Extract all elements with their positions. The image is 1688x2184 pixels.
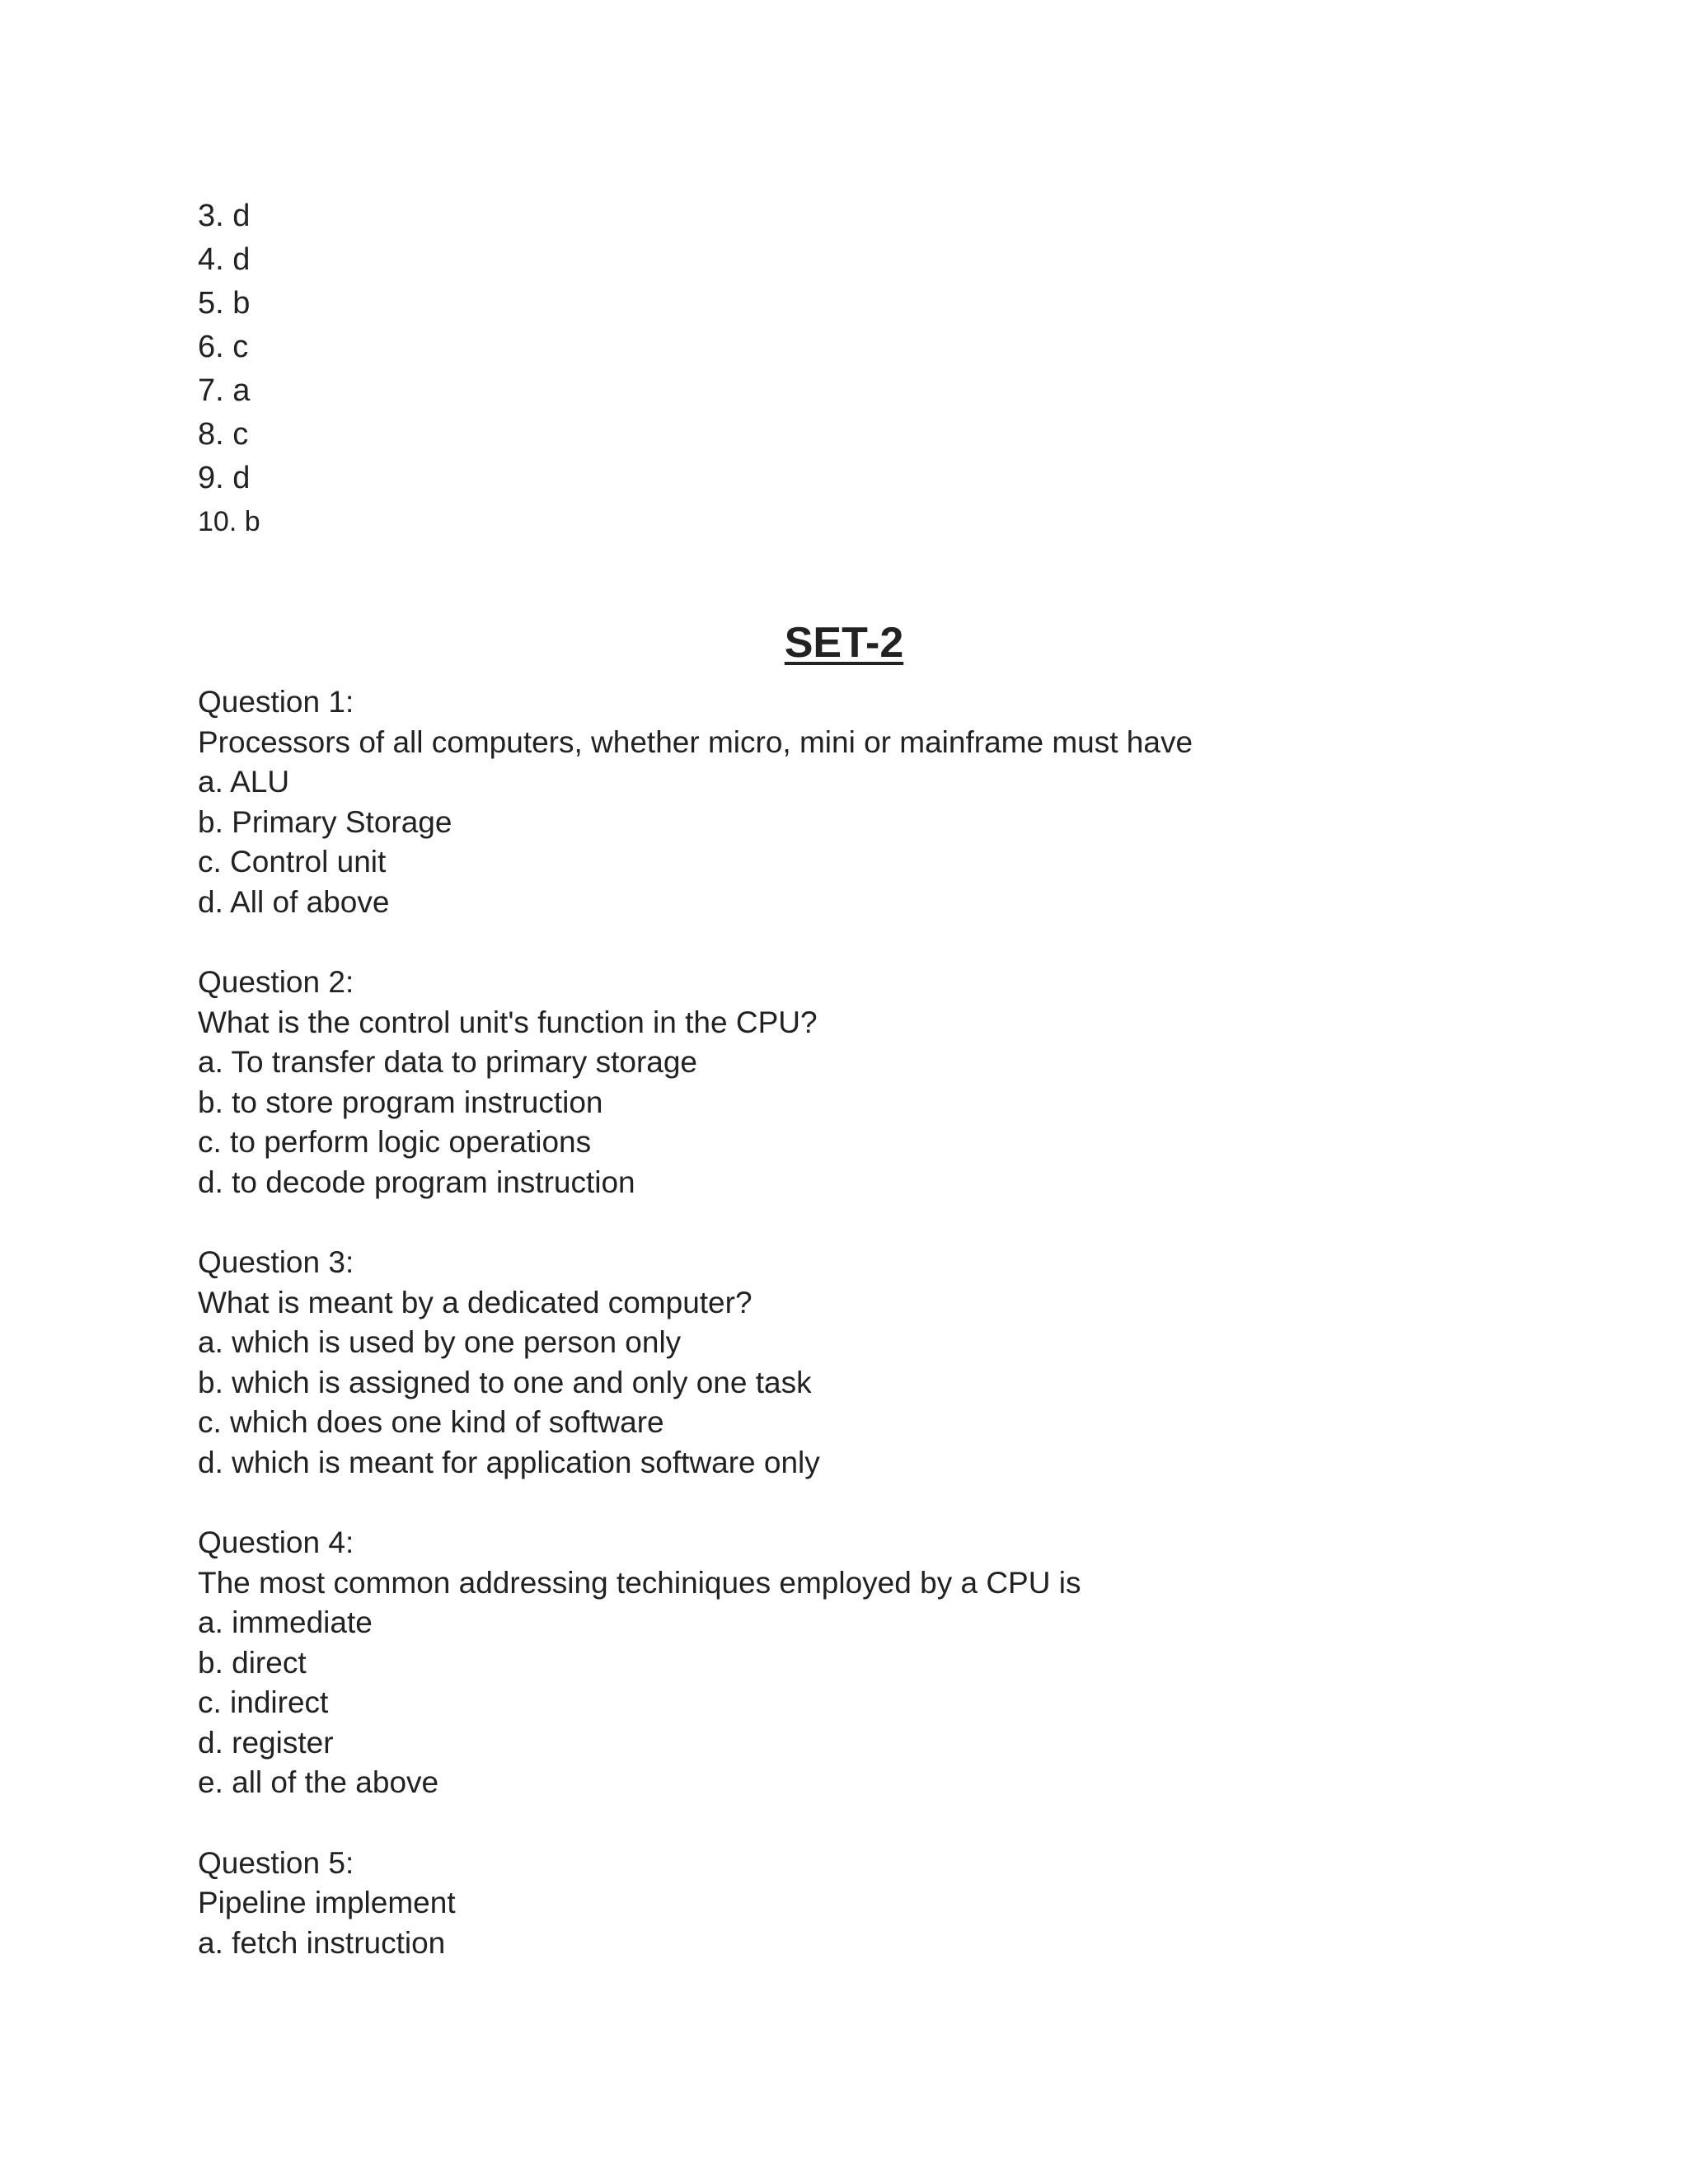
answer-key-item: 3. d (198, 199, 251, 233)
question-heading: Question 3: (198, 1245, 354, 1279)
question-option: b. which is assigned to one and only one task (198, 1365, 812, 1399)
answer-key-list (198, 194, 260, 544)
question-option: a. To transfer data to primary storage (198, 1045, 698, 1079)
question-heading: Question 4: (198, 1526, 354, 1559)
question-option: c. to perform logic operations (198, 1125, 592, 1159)
question-list (198, 682, 1599, 2004)
question-option: a. ALU (198, 765, 290, 799)
question-text: What is meant by a dedicated computer? (198, 1285, 753, 1319)
question-option: a. fetch instruction (198, 1925, 446, 1960)
question-option: d. All of above (198, 884, 390, 919)
question-block-1 (198, 682, 1599, 922)
question-option: d. register (198, 1725, 334, 1760)
answer-key-item: 9. d (198, 461, 251, 495)
answer-key-item: 7. a (198, 373, 251, 408)
question-option: d. which is meant for application software only (198, 1445, 820, 1479)
answer-key-item: 5. b (198, 286, 251, 321)
answer-key-item: 10. b (198, 506, 260, 537)
question-option: d. to decode program instruction (198, 1165, 635, 1199)
question-option: b. direct (198, 1645, 307, 1680)
question-text: What is the control unit's function in the CPU? (198, 1005, 818, 1039)
question-text: The most common addressing techiniques employed by a CPU is (198, 1565, 1081, 1600)
question-block-5 (198, 1844, 1599, 1964)
set-title: SET-2 (784, 619, 904, 667)
question-option: c. indirect (198, 1685, 329, 1719)
question-heading: Question 2: (198, 965, 354, 999)
question-option: a. which is used by one person only (198, 1325, 682, 1359)
question-heading: Question 5: (198, 1845, 354, 1880)
question-option: c. which does one kind of software (198, 1405, 664, 1439)
answer-key-item: 4. d (198, 242, 251, 277)
question-option: a. immediate (198, 1605, 373, 1639)
question-option: e. all of the above (198, 1765, 439, 1799)
question-block-3 (198, 1243, 1599, 1483)
question-option: c. Control unit (198, 845, 387, 879)
question-option: b. Primary Storage (198, 804, 452, 839)
question-text: Pipeline implement (198, 1886, 456, 1919)
question-heading: Question 1: (198, 685, 354, 719)
question-text: Processors of all computers, whether micro, mini or mainframe must have (198, 724, 1193, 759)
question-block-2 (198, 963, 1599, 1202)
question-option: b. to store program instruction (198, 1085, 603, 1119)
answer-key-item: 8. c (198, 417, 249, 452)
answer-key-item: 6. c (198, 330, 249, 364)
question-block-4 (198, 1523, 1599, 1803)
